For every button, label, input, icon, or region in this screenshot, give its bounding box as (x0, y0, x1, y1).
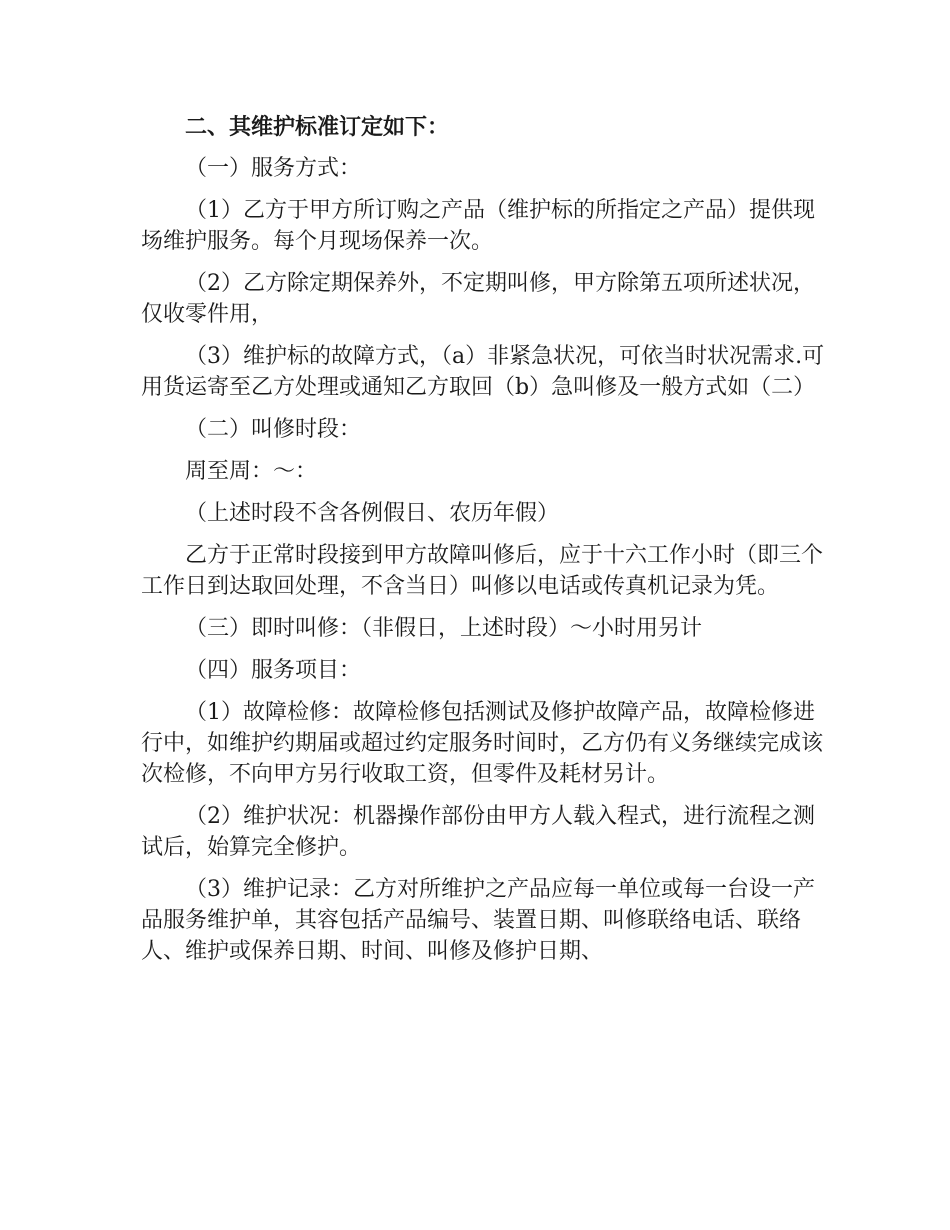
paragraph-repair-hours-title: （二）叫修时段： (185, 417, 362, 442)
paragraph-maintenance-status: （2）维护状况：机器操作部份由甲方人载入程式，进行流程之测试后，始算完全修护。 (141, 804, 815, 860)
paragraph-week-range: 周至周：～： (185, 459, 318, 484)
paragraph-service-items-title: （四）服务项目： (185, 658, 362, 683)
paragraph-instant-repair: （三）即时叫修：（非假日，上述时段）～小时用另计 (185, 616, 703, 641)
section-heading: 二、其维护标准订定如下： (185, 114, 450, 140)
paragraph-response-time: 乙方于正常时段接到甲方故障叫修后，应于十六工作小时（即三个工作日到达取回处理，不含当日）叫修以电话或传真机记录为凭。 (141, 543, 824, 599)
paragraph-holiday-note: （上述时段不含各例假日、农历年假） (185, 501, 560, 526)
paragraph-onsite-service: （1）乙方于甲方所订购之产品（维护标的所指定之产品）提供现场维护服务。每个月现场保养一次。 (141, 198, 815, 254)
paragraph-service-mode: （一）服务方式： (185, 156, 362, 181)
paragraph-failure-handling: （3）维护标的故障方式，（a）非紧急状况，可依当时状况需求.可用货运寄至乙方处理或通知乙方取回（b）急叫修及一般方式如（二） (141, 344, 825, 400)
document-body (141, 112, 826, 978)
paragraph-unscheduled-repair: （2）乙方除定期保养外，不定期叫修，甲方除第五项所述状况，仅收零件用， (141, 271, 815, 327)
paragraph-maintenance-record: （3）维护记录：乙方对所维护之产品应每一单位或每一台设一产品服务维护单，其容包括产品编号、装置日期、叫修联络电话、联络人、维护或保养日期、时间、叫修及修护日期、 (141, 877, 815, 964)
paragraph-fault-repair: （1）故障检修：故障检修包括测试及修护故障产品，故障检修进行中，如维护约期届或超过约定服务时间时，乙方仍有义务继续完成该次检修，不向甲方另行收取工资，但零件及耗材另计。 (141, 700, 824, 787)
